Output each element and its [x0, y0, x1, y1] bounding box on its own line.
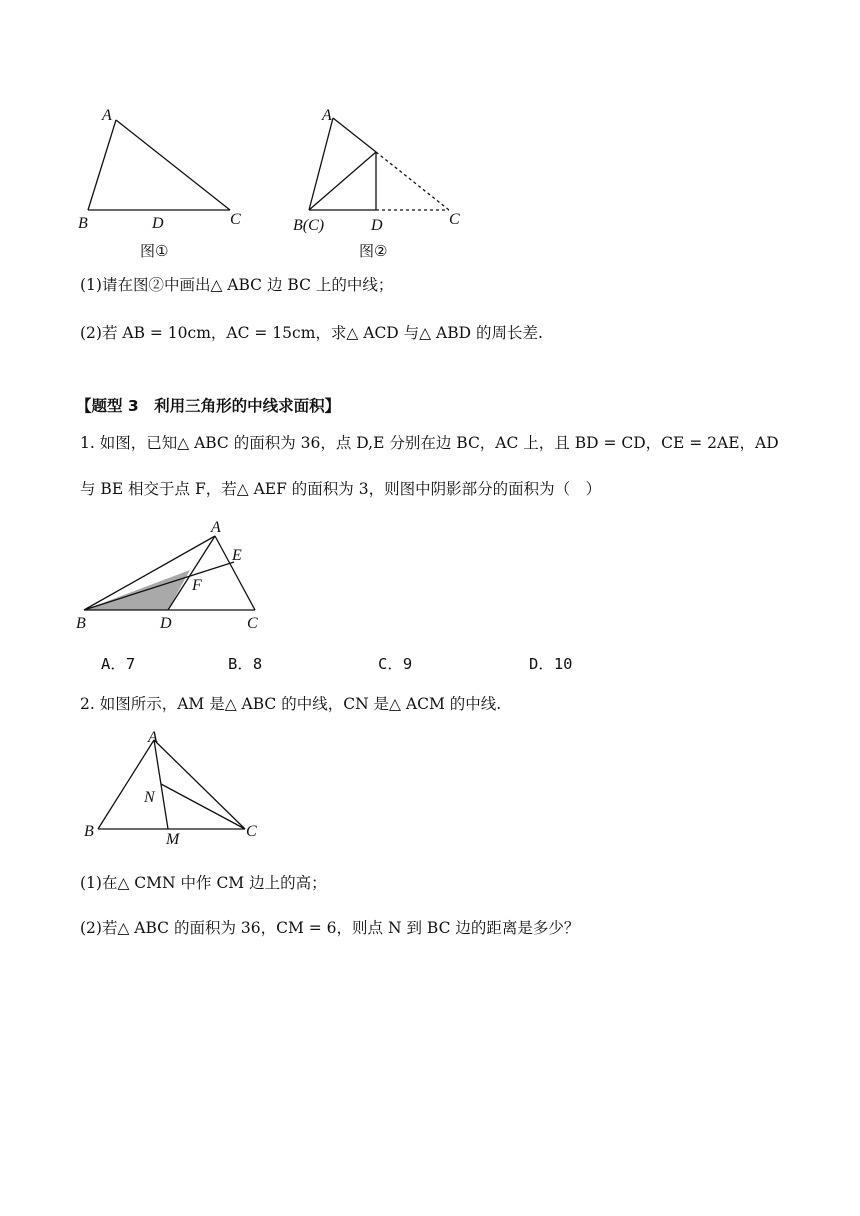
fig4-label-b: B [84, 823, 94, 840]
fig4-label-c: C [246, 823, 257, 840]
q2-stem: 2. 如图所示，AM 是△ ABC 的中线，CN 是△ ACM 的中线. [80, 695, 502, 713]
fig3-label-f: F [192, 577, 202, 594]
fig2-caption: 图② [359, 242, 388, 260]
fig4-label-m: M [166, 831, 180, 848]
q1-stem-line-2: 与 BE 相交于点 F，若△ AEF 的面积为 3，则图中阴影部分的面积为（ ） [80, 480, 602, 498]
q1-stem-line-1: 1. 如图，已知△ ABC 的面积为 36，点 D,E 分别在边 BC，AC 上，且 BD = CD，CE = 2AE，AD [80, 434, 779, 452]
q2-part-1: (1)在△ CMN 中作 CM 边上的高； [80, 874, 327, 892]
section-title: 【题型 3 利用三角形的中线求面积】 [76, 397, 341, 415]
fig2-label-a: A [322, 107, 332, 124]
fig3-label-c: C [247, 615, 258, 632]
fig1-label-d: D [152, 215, 164, 232]
prev-question-part-1: (1)请在图②中画出△ ABC 边 BC 上的中线； [80, 276, 394, 294]
fig4-label-a: A [148, 729, 158, 746]
fig3-label-a: A [211, 519, 221, 536]
q1-option-b[interactable]: B．8 [228, 655, 263, 673]
q1-option-a[interactable]: A．7 [101, 655, 136, 673]
fig1-label-a: A [102, 107, 112, 124]
figure-2 [285, 100, 485, 240]
fig3-label-d: D [160, 615, 172, 632]
fig1-label-c: C [230, 211, 241, 228]
q1-option-c[interactable]: C．9 [378, 655, 413, 673]
fig3-label-e: E [232, 547, 242, 564]
fig1-label-b: B [78, 215, 88, 232]
prev-question-part-2: (2)若 AB = 10cm，AC = 15cm，求△ ACD 与△ ABD 的周长差. [80, 324, 543, 342]
figure-4 [78, 726, 268, 850]
q1-option-d[interactable]: D．10 [529, 655, 573, 673]
fig4-label-n: N [144, 789, 155, 806]
fig1-caption: 图① [140, 242, 169, 260]
fig2-label-b: B(C) [293, 217, 325, 234]
fig2-label-d: D [371, 217, 383, 234]
q2-part-2: (2)若△ ABC 的面积为 36，CM = 6，则点 N 到 BC 边的距离是多少？ [80, 919, 580, 937]
fig3-label-b: B [76, 615, 86, 632]
fig2-label-c: C [449, 211, 460, 228]
figure-1 [70, 100, 260, 240]
figure-3 [70, 514, 280, 638]
